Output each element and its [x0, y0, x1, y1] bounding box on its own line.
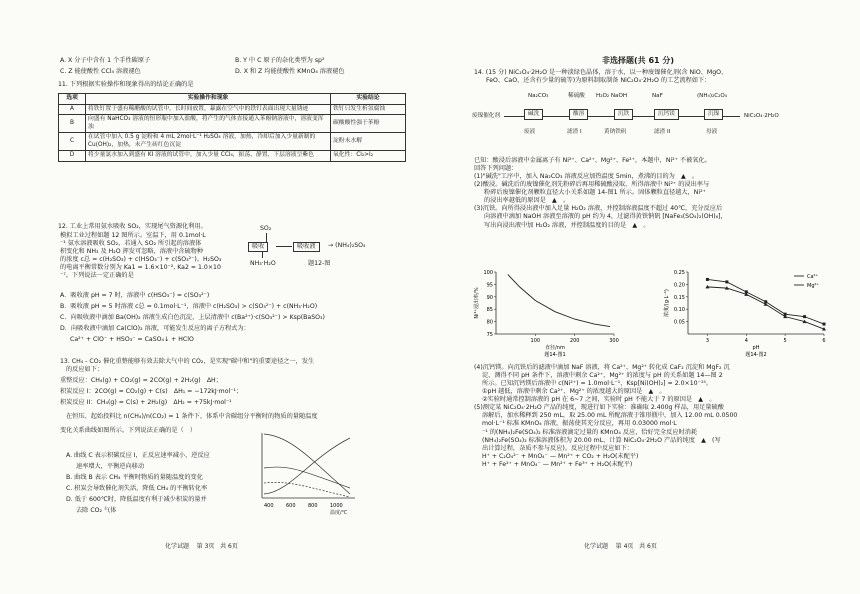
figure-caption: 题12-图 [308, 260, 331, 267]
x-tick-label: 3 [705, 338, 710, 344]
text-line: mol·L⁻¹ 标准 KMnO₄ 溶液，振荡使其充分反应，再用 0.03000 mol·L [482, 420, 677, 428]
q10-option-b: B. Y 中 C 原子的杂化类型为 sp² [235, 57, 325, 64]
waste-label: 滤渣 II [654, 129, 671, 135]
y-tick-label: 100 [483, 270, 493, 276]
step-box: 碱洗 [524, 109, 543, 120]
q13-xlabel: 温度/℃ [330, 510, 348, 516]
q12-stem: 12. 工业上常用氨水吸收 SO₂，实现尾气资源化利用。 [58, 223, 207, 230]
y-tick-label: 0.15 [673, 294, 685, 301]
x-axis-label: pH [752, 345, 760, 351]
curve-c [264, 467, 350, 488]
q12-option-a: A．吸收液 pH = 7 时，溶液中 c(HSO₃⁻) = c(SO₃²⁻) [60, 292, 210, 299]
table-cell: D [59, 151, 86, 162]
step-box: 酸溶 [569, 109, 588, 120]
data-point [725, 280, 728, 283]
text-line: 写出向浸出液中加 H₂O₂ 溶液，并控制温度的目的是 ▲ 。 [484, 221, 650, 229]
legend-label: Ca²⁺ [807, 274, 819, 280]
curve-d [264, 482, 350, 497]
absorb-box: 吸收 [248, 242, 268, 252]
table-cell: B [59, 115, 86, 133]
footer-page: 第 4页 [615, 543, 634, 550]
text-line: 变化关系曲线如图所示。下列说法正确的是（ ） [60, 427, 197, 435]
y-tick-label: 95 [486, 282, 493, 289]
y-tick-label: 90 [486, 294, 493, 301]
reagent-label: 稀硫酸 [568, 93, 585, 99]
footer-subject: 化学试题 [165, 543, 190, 550]
so2-arrow [266, 233, 267, 242]
y-tick-label: 75 [486, 332, 493, 338]
footer [165, 543, 238, 551]
flow-end: NiC₂O₄·2H₂O [744, 113, 779, 119]
waste-label: 黄钠铁矾 [604, 129, 627, 135]
step-box: 沉铁 [614, 109, 633, 120]
table-header: 实验结论 [331, 94, 406, 105]
text-line: 的反应如下： [66, 366, 104, 374]
footer-subject: 化学试题 [584, 543, 609, 550]
equation-line: H⁺ + C₂O₄²⁻ + MnO₄⁻ — Mn²⁺ + CO₂ + H₂O(未配平) [482, 452, 639, 460]
q11-table [58, 93, 406, 162]
text-line: 所示。已知沉钙镁后溶液中 c(Ni²⁺) = 1.0mol·L⁻¹，Ksp[Ni(OH)₂] = 2.0×10⁻¹⁵。 [482, 380, 713, 388]
q13-options [66, 452, 246, 515]
table-cell: 氧化性：Cl₂>I₂ [331, 151, 406, 162]
waste-label: 废液 [524, 129, 536, 135]
text-line: FeO、CaO，还含有少量的硫等)为原料制取制备 NiC₂O₄·2H₂O 的工艺流程如下： [486, 77, 711, 85]
nh3-arrow [262, 251, 263, 258]
q13-option-d: D. 低于 600℃时，降低温度有利于减少积炭的量并 [66, 496, 207, 504]
text-line: 在恒压、起始投料比 n(CH₄)/n(CO₂) = 1 条件下，体系中含碳组分平衡时的物质的量随温度 [66, 413, 318, 421]
text-line: 的电离平衡常数分别为 Ka1 = 1.6×10⁻², Ka2 = 1.0×10 [60, 264, 221, 272]
text-line: 的浓度 c总 = c(H₂SO₃) + c(HSO₃⁻) + c(SO₃²⁻)。H₂SO₃ [60, 256, 222, 264]
y-tick-label: 0.10 [673, 307, 685, 314]
footer-total: 共 6页 [639, 543, 657, 550]
q10-option-a: A. X 分子中含有 1 个手性碳原子 [60, 57, 151, 64]
text-line: 向溶液中滴加 NaOH 溶液至溶液的 pH 约为 4，过滤得黄铁钠矾 [NaFe₃(SO₄)₂(OH)₆]， [484, 213, 727, 221]
table-cell: 将铁钉置于盛有稀醋酸的试管中，长时间放置，暴露在空气中的铁钉表面出现大量锈迹 [86, 104, 331, 115]
q12-diagram [246, 227, 406, 277]
q12-options [60, 292, 420, 344]
y-axis-label: 浓度/(g·L⁻¹) [664, 289, 670, 317]
q10-option-d: D. X 和 Z 均能使酸性 KMnO₄ 溶液褪色 [235, 68, 345, 75]
curve-b [264, 438, 350, 494]
table-cell: C [59, 133, 86, 151]
text-line: (2)酸浸。碱洗后的废镍催化剂先粉碎后再用稀硫酸浸取，所得溶液中 Ni²⁺ 的浸出率与 [474, 181, 710, 189]
text-line: 13. CH₄ - CO₂ 催化重整能够有效去除大气中的 CO₂，是实现"碳中和"的重要途径之一，发生 [60, 358, 315, 365]
y-tick-label: 0.05 [673, 319, 685, 326]
text-line: (NH₄)₂Fe(SO₄)₂ 标准溶液体积为 20.00 mL，计算 NiC₂O₄·2H₂O 产品的纯度 ▲ (写 [482, 436, 721, 444]
x-tick-label: 6 [822, 338, 826, 344]
q12-text [60, 232, 260, 280]
text-line: (3)沉铁。向所得浸出液中加入足量 H₂O₂ 溶液，并控制溶液温度不超过 40℃，充分反应后 [474, 205, 723, 213]
y-tick-label: 0.25 [673, 270, 685, 276]
q13-option-a: A. 曲线 C 表示积碳反应 I，正反应速率减小，逆反应 [66, 452, 210, 459]
footer [584, 543, 657, 551]
nh3-label: NH₃·H₂O [250, 260, 276, 267]
text-line: 出计算过程，杂质不参与反应)。反应过程中反应如下： [482, 444, 633, 452]
y-tick-label: 85 [486, 307, 493, 314]
x-tick-label: 600 [286, 503, 296, 509]
q13-option-b: B. 曲线 B 表示 CH₄ 平衡时物质的量随温度的变化 [66, 474, 203, 482]
waste-label: 滤渣 I [567, 129, 582, 135]
q13-figure [250, 428, 360, 510]
x-tick-label: 4 [744, 338, 748, 344]
x-tick-label: 400 [264, 503, 274, 509]
text-line: ⁻¹ 的(NH₄)₂Fe(SO₄)₂ 标准溶液滴定过量的 KMnO₄ 反应，恰好完全反应时消耗 [482, 428, 698, 436]
y-tick-label: 80 [486, 319, 493, 326]
text-line: ⁻⁷。下列说法一定正确的是 [60, 272, 134, 280]
q12-option-d: D．向吸收液中滴加 Ca(ClO)₂ 溶液，可能发生反应的离子方程式为： [60, 325, 250, 333]
absorb-liquid-box: 吸收液 [293, 242, 320, 252]
legend-label: Mg²⁺ [807, 283, 820, 289]
table-row [59, 151, 406, 162]
text-line: (1)"碱洗"工序中，加入 Na₂CO₃ 溶液反应加热温度 5min，煮沸的目的为 ▲ 。 [474, 173, 699, 181]
text-line: 溶解后，加水稀释到 250 mL，取 25.00 mL 所配溶液于锥形瓶中，加入 12.00 mL 0.0500 [482, 412, 738, 420]
product-label: → (NH₄)₂SO₄ [328, 242, 366, 249]
figure-14-2 [662, 268, 832, 360]
table-cell: 铁钉只发生析氢腐蚀 [331, 104, 406, 115]
table-cell: 淀粉未水解 [331, 133, 406, 151]
x-axis-label: 直径/nm [545, 345, 565, 351]
table-cell: 向盛有 NaHCO₃ 溶液的恒形瓶中加入盐酸，将产生的气体直接通入苯酚钠溶液中，溶液变浑浊 [86, 115, 331, 133]
data-point [823, 323, 826, 326]
text-line: 14. (15 分) NiC₂O₄·2H₂O 是一种淡绿色晶体，溶于水，以一种废镍催化剂(含 NiO、MgO、 [474, 69, 728, 76]
reagent-label: (NH₄)₂C₂O₄ [697, 93, 728, 99]
table-header-row [59, 94, 406, 105]
text-line: ⁻¹ 氨水溶液吸收 SO₂，若通入 SO₂ 所引起的溶液体 [60, 240, 202, 248]
text-line: 积炭反应 II：CH₄(g) = C(s) + 2H₂(g) ΔH₂ = +75kJ·mol⁻¹ [60, 399, 232, 407]
q11-stem: 11. 下列根据实验操作和现象得出的结论正确的是 [58, 81, 194, 88]
table-cell: 碳酸酸性强于苯酚 [331, 115, 406, 133]
reagent-label: Na₂CO₃ [528, 93, 549, 99]
so2-label: SO₂ [260, 225, 272, 232]
q10-option-c: C. Z 能使酸性 CCl₄ 溶液褪色 [60, 68, 141, 75]
equation-line: H⁺ + Fe²⁺ + MnO₄⁻ — Mn²⁺ + Fe³⁺ + H₂O(未配平) [482, 460, 633, 468]
series-line [508, 274, 610, 326]
x-tick-label: 300 [609, 338, 619, 344]
flow-start: 废镍催化剂 [472, 113, 500, 119]
q14-intro [474, 69, 854, 85]
text-line: 积变化和 NH₃ 及 H₂O 挥发可忽略，溶液中含硫物种 [60, 248, 204, 256]
table-cell: 将少量氯水加入到盛有 KI 溶液的试管中，加入少量 CCl₄，振荡、静置，下层溶液呈紫色 [86, 151, 331, 162]
x-tick-label: 200 [569, 338, 580, 344]
q12-equation: Ca²⁺ + ClO⁻ + HSO₃⁻ = CaSO₄↓ + HClO [70, 336, 194, 344]
table-row [59, 133, 406, 151]
footer-page: 第 3页 [196, 543, 215, 550]
data-point [706, 278, 709, 281]
footer-total: 共 6页 [220, 543, 238, 550]
text-line: ②实验时通常控制溶液的 pH 在 6~7 之间，实验时 pH 不能大于 7 的原因是 ▲ 。 [482, 396, 716, 404]
q13-option-c: C. 积炭会导致催化剂失活，降低 CH₄ 的平衡转化率 [66, 485, 208, 493]
table-cell: A [59, 104, 86, 115]
waste-label: 母液 [706, 129, 718, 135]
x-tick-label: 800 [308, 503, 318, 509]
text-line: 重整反应：CH₄(g) + CO₂(g) = 2CO(g) + 2H₂(g) ΔH； [60, 377, 222, 385]
text-line: 积炭反应 I：2CO(g) = CO₂(g) + C(s) ΔH₁ = −172kJ·mol⁻¹； [60, 388, 243, 396]
reagent-label: H₂O₂ NaOH [596, 93, 628, 99]
text-line: ①pH 越低，溶液中剩余 Ca²⁺、Mg²⁺ 的浓度越大的原因是 ▲ 。 [482, 388, 666, 396]
text-line: 回答下列问题： [474, 165, 518, 173]
reagent-label: NaF [652, 93, 663, 99]
step-box: 沉镍 [704, 109, 723, 120]
table-cell: 在试管中加入 0.5 g 淀粉和 4 mL 2mol·L⁻¹ H₂SO₄ 溶液，加热，冷却后加入少量新制的 Cu(OH)₂，加热，未产生砖红色沉淀 [86, 133, 331, 151]
q13-text [60, 358, 420, 435]
figure-14-1 [472, 268, 622, 360]
series-line [707, 287, 824, 329]
data-point [803, 315, 806, 318]
table-header: 实验操作和现象 [86, 94, 331, 105]
process-flow [472, 93, 852, 153]
q12-option-b: B．吸收液 pH = 5 时溶液 c总 = 0.1mol·L⁻¹，溶液中 c(H₂SO₃) > c(SO₃²⁻) + c(NH₃·H₂O) [60, 303, 318, 311]
section-title: 非选择题(共 61 分) [602, 56, 675, 65]
x-tick-label: 1000 [330, 503, 343, 509]
q14-body2 [474, 364, 854, 469]
step-box: 沉钙镁 [654, 109, 679, 120]
y-tick-label: 0.20 [673, 282, 685, 289]
figure-caption: 题14-图2 [745, 352, 767, 358]
text-line: 粉碎后废镍催化剂颗粒直径大小关系如题 14-图1 所示。固体颗粒直径越大，Ni²⁺ [484, 189, 706, 197]
text-line: 去除 CO₂ 气体 [76, 507, 117, 515]
q12-option-c: C．向吸收液中滴加 Ba(OH)₂ 溶液生成白色沉淀，上层清液中 c(Ba²⁺)·c(SO₃²⁻) > Ksp(BaSO₃) [60, 314, 325, 322]
table-row [59, 104, 406, 115]
text-line: 的浸出率越低的原因是 ▲ 。 [484, 197, 570, 205]
y-axis-label: Ni²⁺浸出率/% [474, 287, 480, 319]
table-header: 选项 [59, 94, 86, 105]
table-row [59, 115, 406, 133]
text-line: 已知：酸浸后溶液中金属离子有 Ni²⁺、Ca²⁺、Mg²⁺、Fe²⁺，本题中，Ni²⁺ 不被氧化。 [474, 157, 711, 164]
page-4 [432, 0, 860, 594]
text-line: 模拟工业过程如题 12 图所示。室温下，用 0.1mol·L [60, 232, 206, 239]
x-tick-label: 5 [783, 338, 787, 344]
q14-body [474, 157, 854, 230]
text-line: 淀，测得不同 pH 条件下，溶液中剩余 Ca²⁺、Mg²⁺ 的浓度与 pH 的关系如题 14—图 2 [482, 372, 723, 380]
figure-caption: 题14-图1 [544, 352, 566, 358]
text-line: 速率增大，平衡逆向移动 [76, 463, 145, 471]
flow-arrow [276, 246, 292, 247]
x-tick-label: 100 [530, 338, 541, 344]
text-line: (5)测定某 NiC₂O₄·2H₂O 产品的纯度，现进行如下实验：准确取 2.400g 样品，用足量硫酸 [474, 404, 724, 412]
curve-a [264, 434, 350, 494]
text-line: (4)沉钙镁。向沉铁后的滤液中滴加 NaF 溶液，将 Ca²⁺、Mg²⁺ 转化成 CaF₂ 沉淀和 MgF₂ 沉 [474, 364, 730, 371]
